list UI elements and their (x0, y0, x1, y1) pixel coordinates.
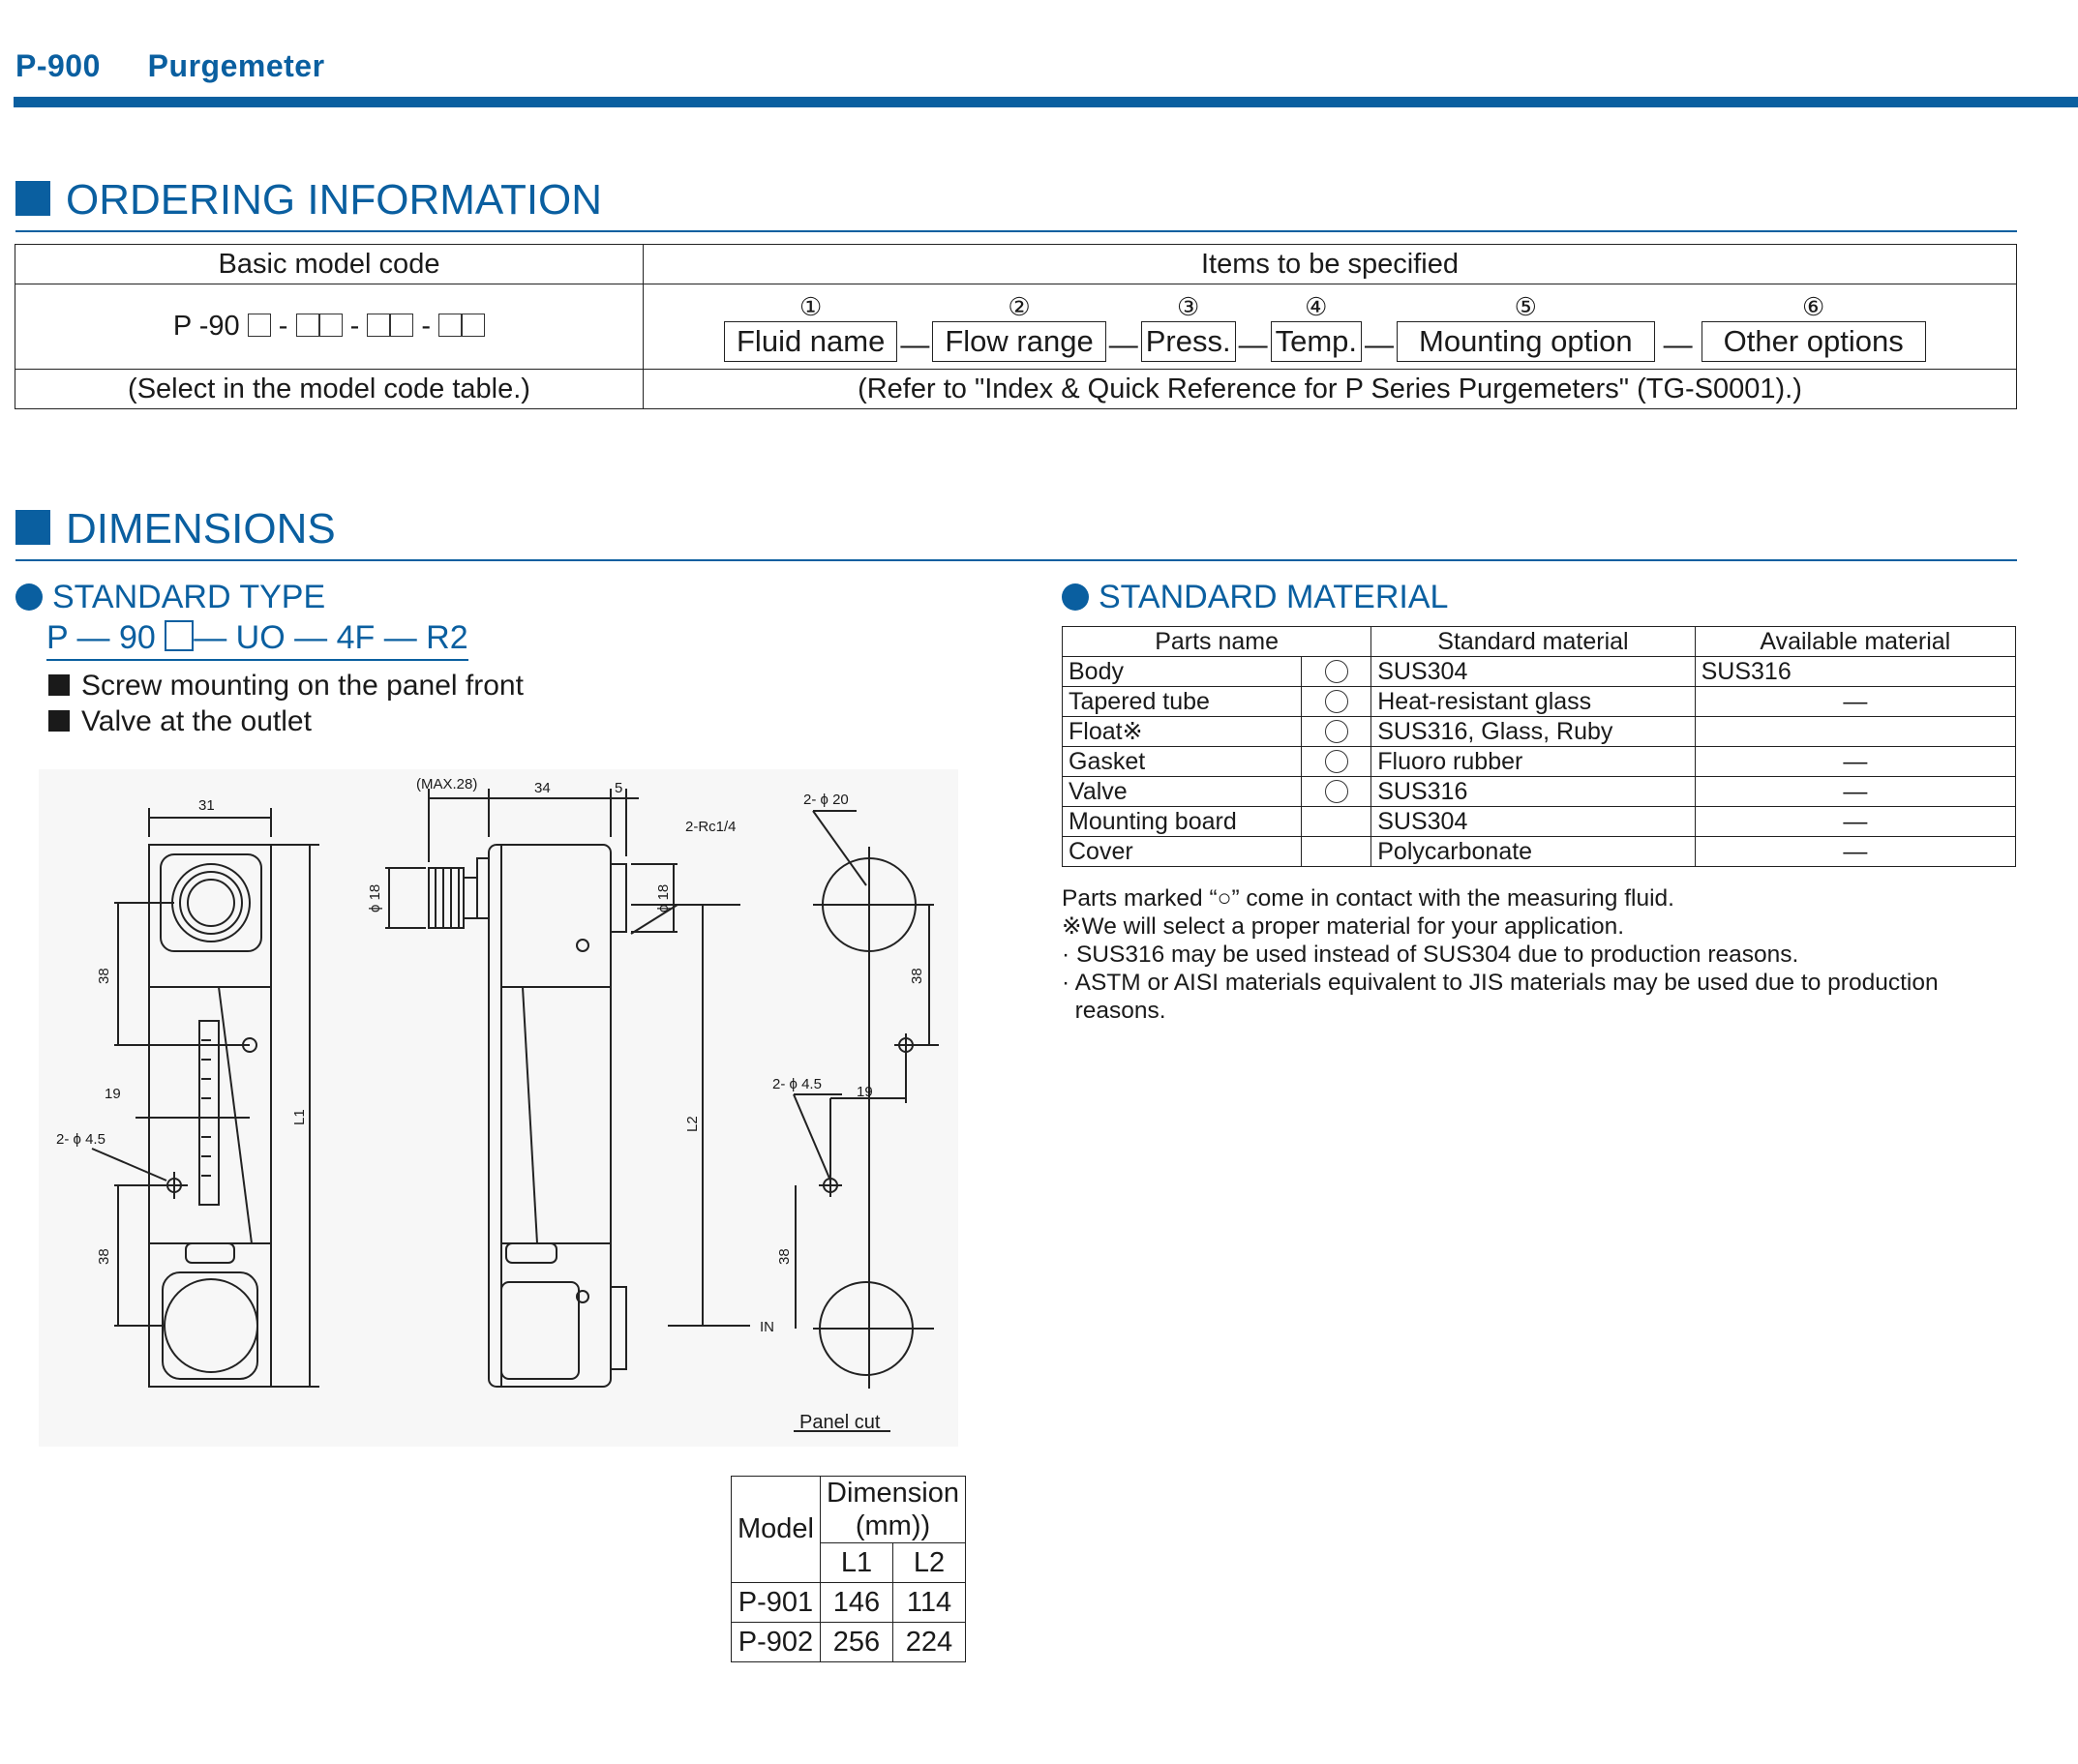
code-box (296, 314, 319, 337)
panel-cut-label: Panel cut (799, 1412, 881, 1433)
dimensions-rule (15, 559, 2017, 561)
mat-header-standard: Standard material (1371, 627, 1695, 657)
note-line: · SUS316 may be used instead of SUS304 due to production reasons. (1062, 942, 1799, 968)
item-fluid-name: ① Fluid name (724, 292, 897, 362)
dash: — (1663, 328, 1693, 361)
contact-circle-icon (1325, 780, 1348, 803)
table-row: Body SUS304 SUS316 (1063, 657, 2016, 687)
note-line: · ASTM or AISI materials equivalent to JIS materials may be used due to production (1062, 970, 1939, 996)
bullet-dot-icon (1062, 583, 1089, 611)
dim-header-model: Model (732, 1477, 821, 1583)
dim-38d: 38 (776, 1248, 793, 1265)
items-to-specify (644, 284, 2017, 370)
item-temp: ④ Temp. (1271, 292, 1362, 362)
contact-circle-icon (1325, 690, 1348, 713)
dim-phi18a: ϕ 18 (367, 883, 383, 912)
note-line: Parts marked “○” come in contact with the measuring fluid. (1062, 885, 1674, 912)
note-line: ※We will select a proper material for your application. (1062, 913, 1625, 940)
model-designation: P — 90 — UO — 4F — R2 (46, 619, 468, 661)
dash: — (1238, 328, 1268, 361)
dim-header-dimension: Dimension (mm)) (821, 1477, 966, 1543)
table-row: Valve SUS316 — (1063, 777, 2016, 807)
dash: — (1108, 328, 1138, 361)
dim-phi45b: 2- ϕ 4.5 (772, 1076, 822, 1092)
code-box (319, 314, 343, 337)
item-flow-range: ② Flow range (932, 292, 1105, 362)
contact-circle-icon (1325, 720, 1348, 743)
table-row: P-901 146 114 (732, 1583, 966, 1623)
code-box (248, 314, 271, 337)
col-basic-header: Basic model code (15, 245, 644, 284)
material-notes (1062, 884, 2020, 1025)
dim-rc: 2-Rc1/4 (685, 819, 737, 835)
mat-header-available: Available material (1695, 627, 2015, 657)
code-box (462, 314, 485, 337)
dimension-drawing (39, 769, 958, 1451)
product-name: Purgemeter (147, 48, 325, 83)
code-box (390, 314, 413, 337)
section-square-icon (15, 510, 50, 545)
dim-col-l2: L2 (893, 1543, 966, 1583)
dim-l1: L1 (291, 1109, 308, 1125)
note-line: reasons. (1062, 998, 1166, 1024)
dim-19b: 19 (857, 1084, 873, 1100)
feature-bullet: Screw mounting on the panel front (48, 670, 524, 703)
item-press: ③ Press. (1141, 292, 1236, 362)
basic-note: (Select in the model code table.) (15, 370, 644, 409)
section-square-icon (15, 181, 50, 216)
dim-5: 5 (615, 780, 623, 796)
feature-bullet: Valve at the outlet (48, 705, 312, 738)
dim-phi18b: ϕ 18 (655, 883, 672, 912)
dim-38a: 38 (96, 968, 112, 984)
contact-circle-icon (1325, 750, 1348, 773)
table-row: Cover Polycarbonate — (1063, 837, 2016, 867)
model-box (165, 620, 194, 651)
square-bullet-icon (48, 674, 70, 696)
table-row: P-902 256 224 (732, 1623, 966, 1662)
ordering-table (15, 244, 2017, 409)
code-box (367, 314, 390, 337)
mat-header-parts: Parts name (1063, 627, 1371, 657)
dim-max28: (MAX.28) (416, 776, 478, 792)
material-table (1062, 626, 2016, 867)
table-row: Float※ SUS316, Glass, Ruby (1063, 717, 2016, 747)
table-row: Mounting board SUS304 — (1063, 807, 2016, 837)
dim-19a: 19 (105, 1086, 121, 1102)
dimensions-heading: DIMENSIONS (15, 505, 336, 553)
standard-material-heading: STANDARD MATERIAL (1062, 579, 1448, 616)
dim-38c: 38 (909, 968, 925, 984)
dim-col-l1: L1 (821, 1543, 893, 1583)
ordering-rule (15, 230, 2017, 232)
standard-type-heading: STANDARD TYPE (15, 579, 325, 616)
model-number: P-900 (15, 48, 101, 83)
table-row: Tapered tube Heat-resistant glass — (1063, 687, 2016, 717)
basic-model-code: P -90 - - - (15, 284, 644, 370)
inlet-label: IN (760, 1319, 774, 1335)
table-row: Gasket Fluoro rubber — (1063, 747, 2016, 777)
dim-phi20: 2- ϕ 20 (803, 792, 849, 808)
item-mounting-option: ⑤ Mounting option (1397, 292, 1655, 362)
dimension-table (731, 1476, 966, 1662)
bullet-dot-icon (15, 583, 43, 611)
dash: — (1365, 328, 1394, 361)
dash: — (900, 328, 930, 361)
dim-38b: 38 (96, 1248, 112, 1265)
dim-l2: L2 (684, 1116, 701, 1132)
dim-31: 31 (198, 797, 215, 814)
page-header-title (15, 48, 325, 84)
square-bullet-icon (48, 710, 70, 732)
header-rule (14, 97, 2078, 107)
dim-phi45a: 2- ϕ 4.5 (56, 1131, 105, 1148)
code-box (438, 314, 462, 337)
items-note: (Refer to "Index & Quick Reference for P Series Purgemeters" (TG-S0001).) (644, 370, 2017, 409)
dim-34: 34 (534, 780, 551, 796)
col-items-header: Items to be specified (644, 245, 2017, 284)
contact-circle-icon (1325, 660, 1348, 683)
ordering-heading: ORDERING INFORMATION (15, 176, 602, 224)
item-other-options: ⑥ Other options (1702, 292, 1926, 362)
